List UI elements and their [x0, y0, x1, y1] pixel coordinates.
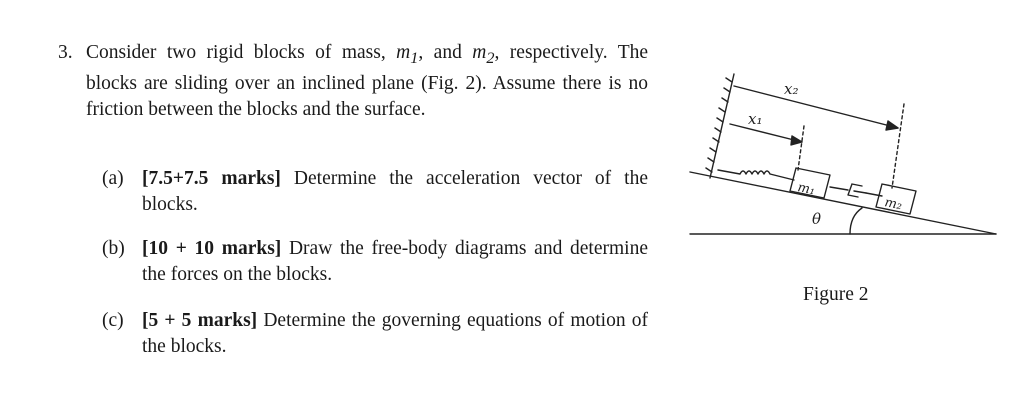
angle-arc: [850, 208, 862, 234]
intro-text-1: Consider two rigid blocks of mass,: [86, 42, 397, 63]
part-label: (a): [102, 168, 124, 189]
label-theta: θ: [812, 210, 822, 228]
figure-caption: Figure 2: [803, 284, 869, 305]
x1-reference-dashed: [798, 126, 804, 170]
part-text: Determine the governing equations of motion of the blocks.: [142, 310, 648, 357]
intro-text-2: , respectively. The blocks are sliding over an inclined plane (Fig. 2). Assume there is no friction between the blocks and the surface.: [86, 42, 649, 120]
damper: [830, 184, 882, 197]
question-3: [58, 40, 649, 357]
intro-and: , and: [418, 42, 473, 63]
m2-symbol: $m_2$: [472, 42, 495, 67]
x2-arrowhead: [886, 121, 898, 130]
wall-hatching: [706, 78, 732, 172]
part-text: Determine the acceleration vector of the blocks.: [142, 168, 648, 215]
part-a: [102, 166, 648, 218]
part-marks: [7.5+7.5 marks]: [142, 168, 281, 189]
part-b: [102, 236, 648, 288]
incline-figure: [684, 58, 1004, 248]
m1-symbol: $m_1$: [396, 42, 419, 67]
label-x1: x₁: [748, 110, 763, 128]
question-number: 3.: [58, 42, 73, 63]
part-text: Draw the free-body diagrams and determine the forces on the blocks.: [142, 238, 648, 285]
part-marks: [5 + 5 marks]: [142, 310, 258, 331]
part-marks: [10 + 10 marks]: [142, 238, 282, 259]
label-m1: m₁: [796, 180, 817, 199]
spring: [718, 170, 794, 180]
part-label: (b): [102, 238, 125, 259]
part-c: [102, 308, 648, 360]
label-m2: m₂: [883, 195, 904, 214]
part-label: (c): [102, 310, 124, 331]
question-intro: [86, 40, 648, 123]
x1-arrowhead: [791, 136, 802, 145]
label-x2: x₂: [784, 80, 799, 98]
x2-reference-dashed: [892, 104, 904, 188]
incline-surface: [690, 172, 996, 234]
